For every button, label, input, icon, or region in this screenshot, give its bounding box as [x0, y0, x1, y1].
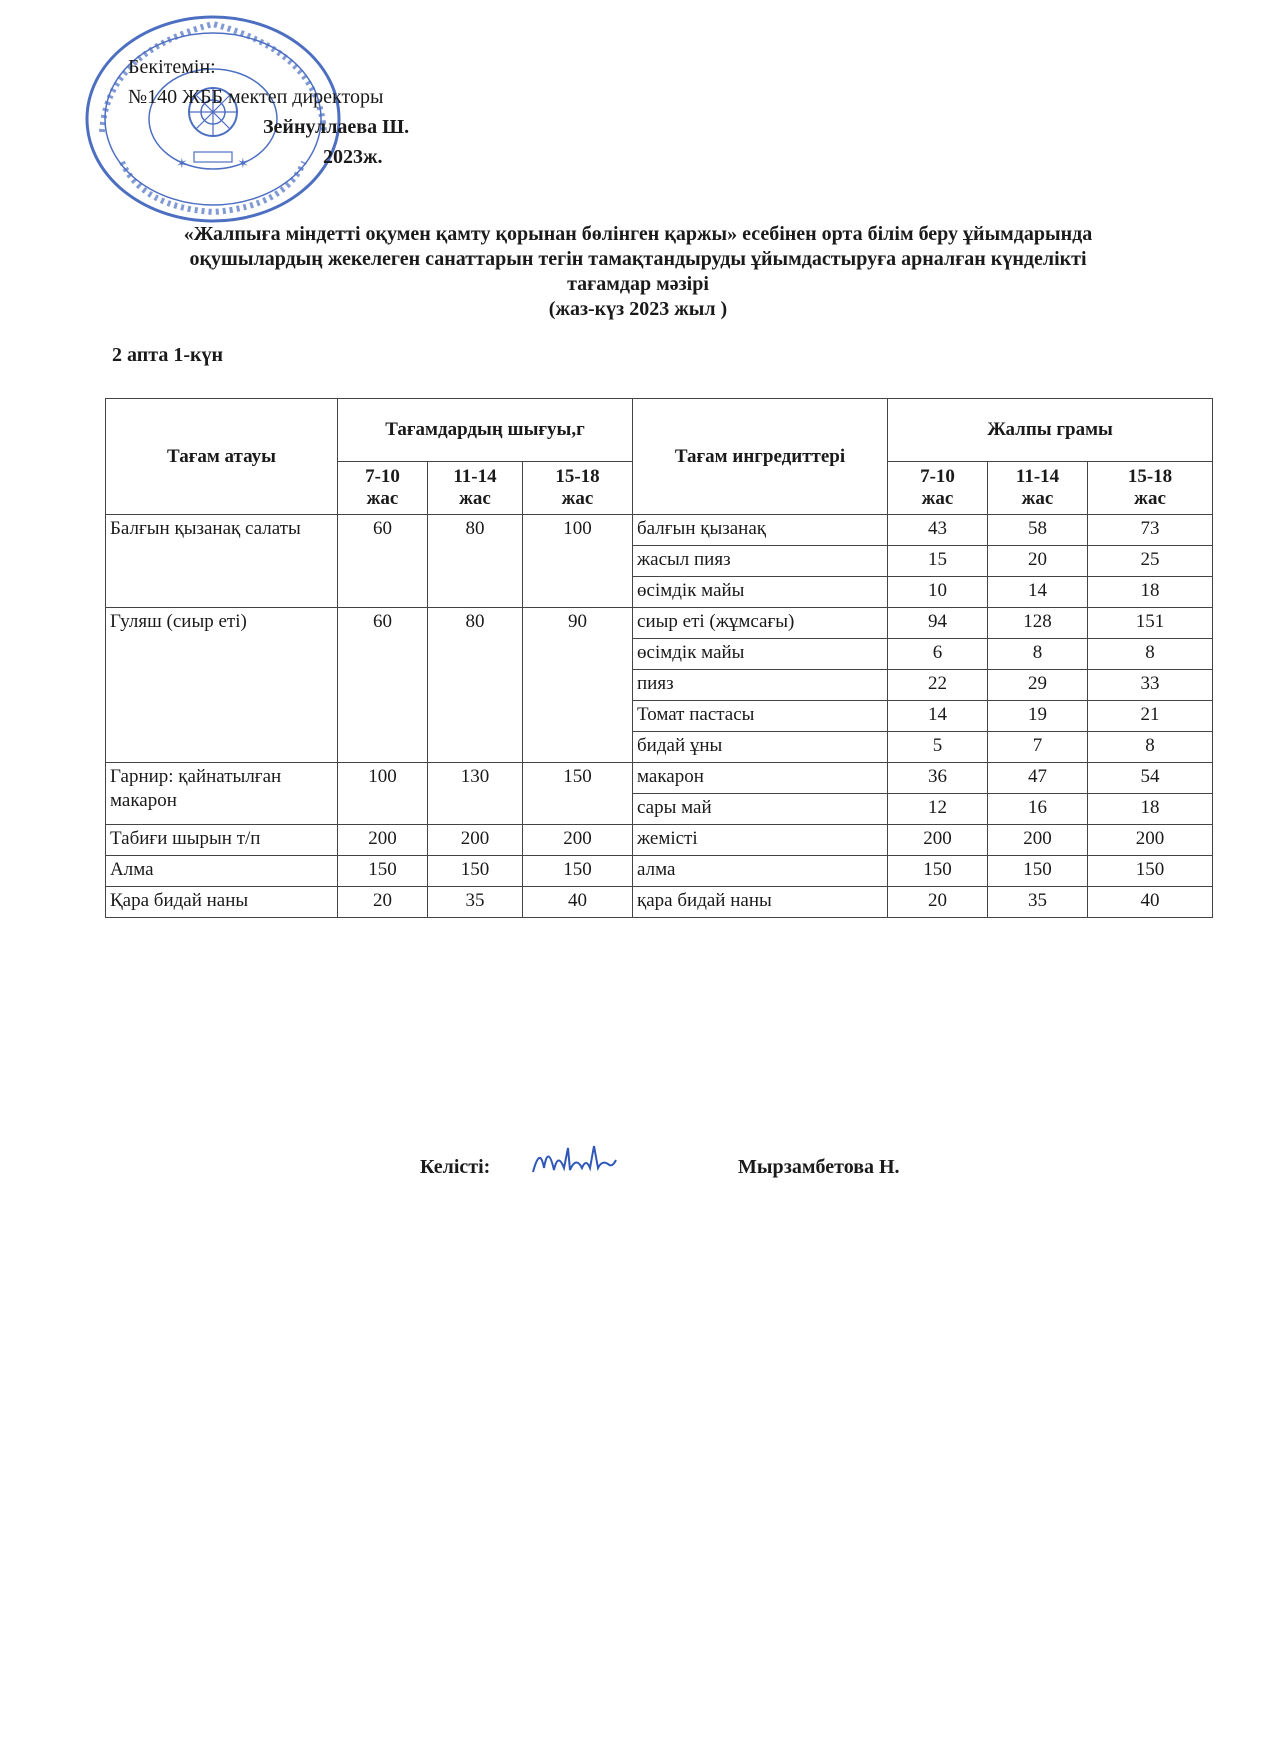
ingredient-name: макарон [633, 763, 888, 794]
ingredient-gross-7-10: 20 [888, 887, 988, 918]
ingredient-gross-15-18: 40 [1088, 887, 1213, 918]
document-title [100, 222, 1176, 322]
ingredient-gross-11-14: 19 [988, 701, 1088, 732]
dish-name-cell: Алма [106, 856, 338, 887]
approval-date: 2023ж. [323, 146, 383, 168]
dish-output-15-18: 200 [523, 825, 633, 856]
ingredient-name: балғын қызанақ [633, 515, 888, 546]
dish-output-7-10: 100 [338, 763, 428, 825]
ingredient-gross-15-18: 21 [1088, 701, 1213, 732]
header-age-7-10: 7-10 жас [338, 462, 428, 515]
dish-output-15-18: 150 [523, 763, 633, 825]
ingredient-gross-15-18: 73 [1088, 515, 1213, 546]
dish-name-cell: Табиғи шырын т/п [106, 825, 338, 856]
ingredient-gross-7-10: 15 [888, 546, 988, 577]
ingredient-gross-11-14: 47 [988, 763, 1088, 794]
ingredient-name: қара бидай наны [633, 887, 888, 918]
menu-table-body [106, 515, 1213, 918]
dish-output-7-10: 200 [338, 825, 428, 856]
ingredient-name: пияз [633, 670, 888, 701]
table-row [106, 763, 1213, 794]
approval-position: №140 ЖББ мектеп директоры [128, 86, 384, 108]
dish-output-11-14: 80 [428, 515, 523, 608]
ingredient-name: сиыр еті (жұмсағы) [633, 608, 888, 639]
ingredient-gross-11-14: 8 [988, 639, 1088, 670]
ingredient-gross-11-14: 35 [988, 887, 1088, 918]
ingredient-name: өсімдік майы [633, 639, 888, 670]
ingredient-name: Томат пастасы [633, 701, 888, 732]
dish-output-15-18: 100 [523, 515, 633, 608]
dish-name-cell: Балғын қызанақ салаты [106, 515, 338, 608]
approval-heading: Бекітемін: [128, 56, 216, 78]
dish-output-7-10: 60 [338, 515, 428, 608]
ingredient-gross-7-10: 94 [888, 608, 988, 639]
ingredient-gross-7-10: 36 [888, 763, 988, 794]
dish-name-cell: Гарнир: қайнатылған макарон [106, 763, 338, 825]
ingredient-name: алма [633, 856, 888, 887]
title-line-1: «Жалпыға міндетті оқумен қамту қорынан бөлінген қаржы» есебінен орта білім беру ұйымдарында [183, 223, 1093, 245]
ingredient-gross-15-18: 151 [1088, 608, 1213, 639]
ingredient-gross-7-10: 200 [888, 825, 988, 856]
signatory-name: Мырзамбетова Н. [738, 1156, 900, 1178]
ingredient-gross-15-18: 33 [1088, 670, 1213, 701]
ingredient-gross-7-10: 12 [888, 794, 988, 825]
header-dish: Тағам атауы [106, 399, 338, 515]
table-row [106, 825, 1213, 856]
ingredient-name: бидай ұны [633, 732, 888, 763]
ingredient-gross-15-18: 150 [1088, 856, 1213, 887]
dish-output-7-10: 150 [338, 856, 428, 887]
header-gross: Жалпы грамы [888, 399, 1213, 462]
ingredient-name: жасыл пияз [633, 546, 888, 577]
approval-block [128, 52, 409, 172]
ingredient-gross-11-14: 16 [988, 794, 1088, 825]
dish-output-15-18: 90 [523, 608, 633, 763]
ingredient-gross-7-10: 5 [888, 732, 988, 763]
dish-output-7-10: 60 [338, 608, 428, 763]
table-row [106, 515, 1213, 546]
dish-output-15-18: 150 [523, 856, 633, 887]
ingredient-name: өсімдік майы [633, 577, 888, 608]
title-line-2: оқушылардың жекелеген санаттарын тегін тамақтандыруды ұйымдастыруға арналған күнделікті [189, 248, 1087, 270]
ingredient-gross-11-14: 20 [988, 546, 1088, 577]
header-age-11-14: 11-14 жас [428, 462, 523, 515]
ingredient-gross-15-18: 18 [1088, 577, 1213, 608]
menu-table [105, 398, 1213, 918]
ingredient-gross-15-18: 18 [1088, 794, 1213, 825]
svg-text:✶: ✶ [176, 157, 188, 172]
ingredient-gross-11-14: 200 [988, 825, 1088, 856]
ingredient-gross-15-18: 8 [1088, 732, 1213, 763]
ingredient-gross-11-14: 29 [988, 670, 1088, 701]
week-day-label: 2 апта 1-күн [112, 344, 224, 366]
ingredient-gross-7-10: 22 [888, 670, 988, 701]
dish-name-cell: Қара бидай наны [106, 887, 338, 918]
title-line-4: (жаз-күз 2023 жыл ) [548, 298, 728, 320]
header-gross-age-7-10: 7-10 жас [888, 462, 988, 515]
header-age-15-18: 15-18 жас [523, 462, 633, 515]
header-output: Тағамдардың шығуы,г [338, 399, 633, 462]
signature-label: Келісті: [420, 1156, 491, 1178]
dish-output-15-18: 40 [523, 887, 633, 918]
dish-output-11-14: 35 [428, 887, 523, 918]
header-ingredients: Тағам ингредиттері [633, 399, 888, 515]
dish-output-11-14: 150 [428, 856, 523, 887]
table-row [106, 887, 1213, 918]
approval-director-name: Зейнуллаева Ш. [263, 116, 410, 138]
dish-name-cell: Гуляш (сиыр еті) [106, 608, 338, 763]
table-row [106, 608, 1213, 639]
ingredient-name: жемісті [633, 825, 888, 856]
ingredient-gross-7-10: 150 [888, 856, 988, 887]
ingredient-gross-15-18: 25 [1088, 546, 1213, 577]
ingredient-gross-11-14: 7 [988, 732, 1088, 763]
ingredient-gross-15-18: 54 [1088, 763, 1213, 794]
ingredient-gross-7-10: 14 [888, 701, 988, 732]
ingredient-gross-11-14: 150 [988, 856, 1088, 887]
dish-output-11-14: 130 [428, 763, 523, 825]
ingredient-gross-7-10: 10 [888, 577, 988, 608]
ingredient-gross-11-14: 128 [988, 608, 1088, 639]
header-gross-age-15-18: 15-18 жас [1088, 462, 1213, 515]
svg-text:✶: ✶ [237, 157, 249, 172]
ingredient-gross-15-18: 8 [1088, 639, 1213, 670]
ingredient-gross-7-10: 43 [888, 515, 988, 546]
header-gross-age-11-14: 11-14 жас [988, 462, 1088, 515]
dish-output-7-10: 20 [338, 887, 428, 918]
ingredient-gross-15-18: 200 [1088, 825, 1213, 856]
ingredient-gross-11-14: 14 [988, 577, 1088, 608]
table-row [106, 856, 1213, 887]
title-line-3: тағамдар мәзірі [567, 273, 709, 295]
ingredient-gross-11-14: 58 [988, 515, 1088, 546]
dish-output-11-14: 200 [428, 825, 523, 856]
handwritten-signature [528, 1138, 628, 1182]
ingredient-gross-7-10: 6 [888, 639, 988, 670]
ingredient-name: сары май [633, 794, 888, 825]
dish-output-11-14: 80 [428, 608, 523, 763]
